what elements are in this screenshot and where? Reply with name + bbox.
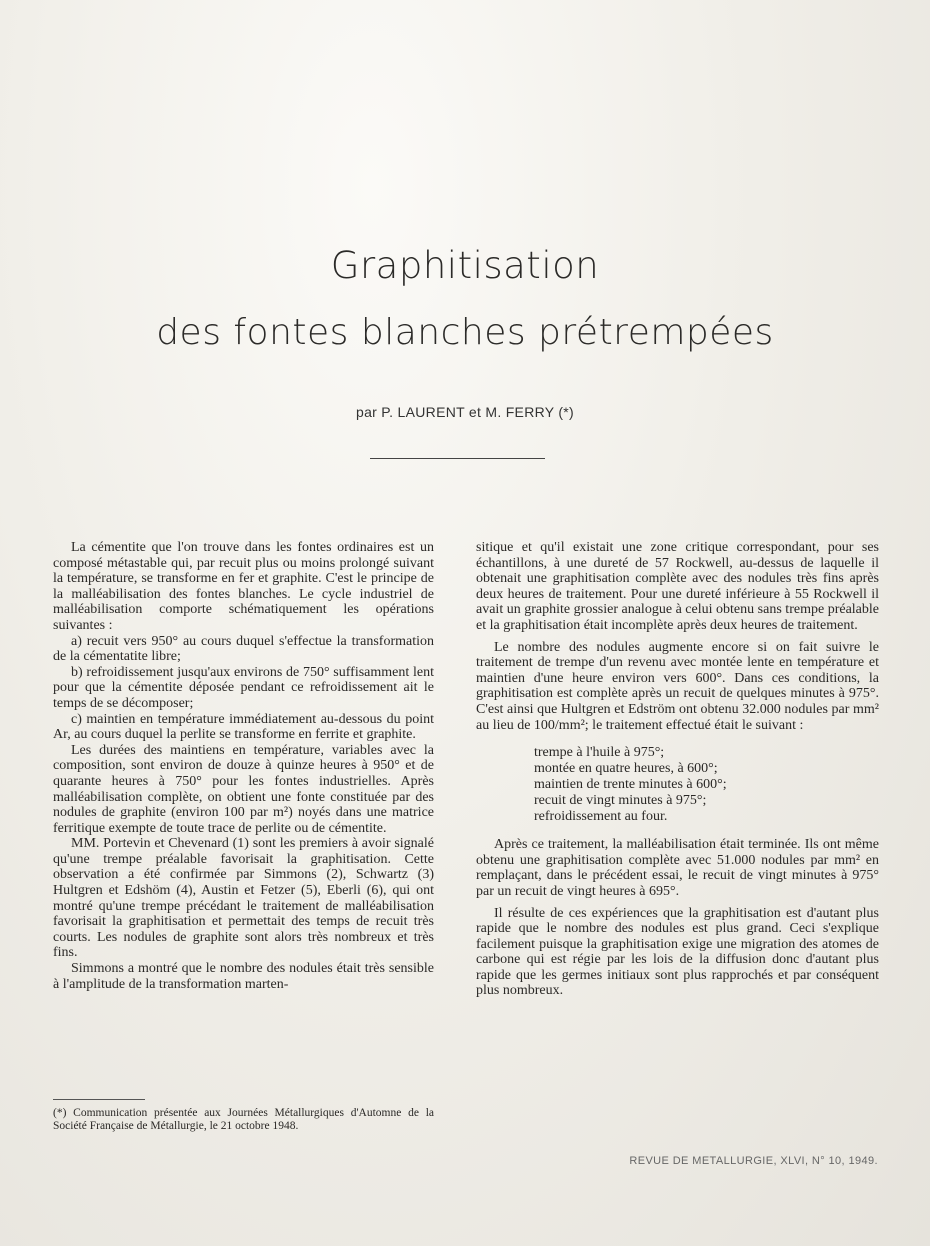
right-column [476,540,879,999]
footnote: (*) Communication présentée aux Journées Métallurgiques d'Automne de la Société Française de Métallurgie, le 21 octobre 1948. [53,1107,434,1132]
author-byline: par P. LAURENT et M. FERRY (*) [355,404,575,420]
title-divider [370,458,545,459]
paragraph: Les durées des maintiens en température, variables avec la composition, sont environ de douze à quinze heures à 950° et de quarante heures à 750° pour les fontes industrielles. Après malléabilisation complète, on obtient une fonte constituée par des nodules de graphite (environ 100 par m²) noyés dans une matrice ferritique exempte de toute trace de perlite ou de cémentite. [53,742,434,836]
left-column [53,540,434,992]
article-title-line-1: Graphitisation [330,244,600,287]
treatment-list [534,745,879,825]
treatment-step: refroidissement au four. [534,809,668,825]
paragraph: Après ce traitement, la malléabilisation était terminée. Ils ont même obtenu une graphitisation complète avec 51.000 nodules par mm² en remplaçant, dans le précédent essai, le recuit de vingt minutes à 975° par un recuit de vingt heures à 695°. [476,837,879,899]
paragraph: Il résulte de ces expériences que la graphitisation est d'autant plus rapide que le nombre des nodules est plus grand. Ceci s'explique facilement puisque la graphitisation exige une migration des atomes de carbone qui est régie par les lois de la diffusion donc d'autant plus rapide que les germes initiaux sont plus rapprochés et par conséquent plus nombreux. [476,905,879,999]
list-item-a: a) recuit vers 950° au cours duquel s'effectue la transformation de la cémentatite libre; [53,633,434,665]
paragraph: Le nombre des nodules augmente encore si on fait suivre le traitement de trempe d'un revenu avec montée lente en température et maintien d'une heure environ vers 600°. Dans ces conditions, la graphitisation est complète après un recuit de quelques minutes à 975°. C'est ainsi que Hultgren et Edström ont obtenu 32.000 nodules par mm² au lieu de 100/mm²; le traitement effectué était le suivant : [476,639,879,733]
footnote-rule [53,1099,145,1100]
treatment-step: montée en quatre heures, à 600°; [534,761,718,777]
list-item-b: b) refroidissement jusqu'aux environs de 750° suffisamment lent pour que la cémentite déposée pendant ce refroidissement ait le temps de se décomposer; [53,664,434,711]
treatment-step: recuit de vingt minutes à 975°; [534,793,707,809]
treatment-step: trempe à l'huile à 975°; [534,745,665,761]
article-title-line-2: des fontes blanches prétrempées [156,312,774,353]
paragraph: sitique et qu'il existait une zone critique correspondant, pour ses échantillons, à une dureté de 57 Rockwell, au-dessus de laquelle il obtenait une graphitisation complète avec des nodules très fins après deux heures de traitement. Pour une dureté inférieure à 55 Rockwell il avait un graphite grossier analogue à celui obtenu sans trempe préalable et la graphitisation était incomplète après deux heures de traitement. [476,540,879,633]
list-item-c: c) maintien en température immédiatement au-dessous du point Ar, au cours duquel la perlite se transforme en ferrite et graphite. [53,711,434,743]
paragraph: Simmons a montré que le nombre des nodules était très sensible à l'amplitude de la transformation marten- [53,961,434,992]
journal-reference: REVUE DE METALLURGIE, XLVI, N° 10, 1949. [629,1155,878,1167]
paragraph: MM. Portevin et Chevenard (1) sont les premiers à avoir signalé qu'une trempe préalable favorisait la graphitisation. Cette observation a été confirmée par Simmons (2), Schwartz (3) Hultgren et Edshöm (4), Austin et Fetzer (5), Eberli (6), qui ont montré qu'une trempe précédant le traitement de malléabilisation favorisait la graphitisation et permettait des temps de recuit très courts. Les nodules de graphite sont alors très nombreux et très fins. [53,836,434,961]
paragraph: La cémentite que l'on trouve dans les fontes ordinaires est un composé métastable qui, par recuit plus ou moins prolongé suivant la température, se transforme en fer et graphite. C'est le principe de la malléabilisation des fontes blanches. Le cycle industriel de malléabilisation comporte schématiquement les opérations suivantes : [53,540,434,633]
treatment-step: maintien de trente minutes à 600°; [534,777,727,793]
